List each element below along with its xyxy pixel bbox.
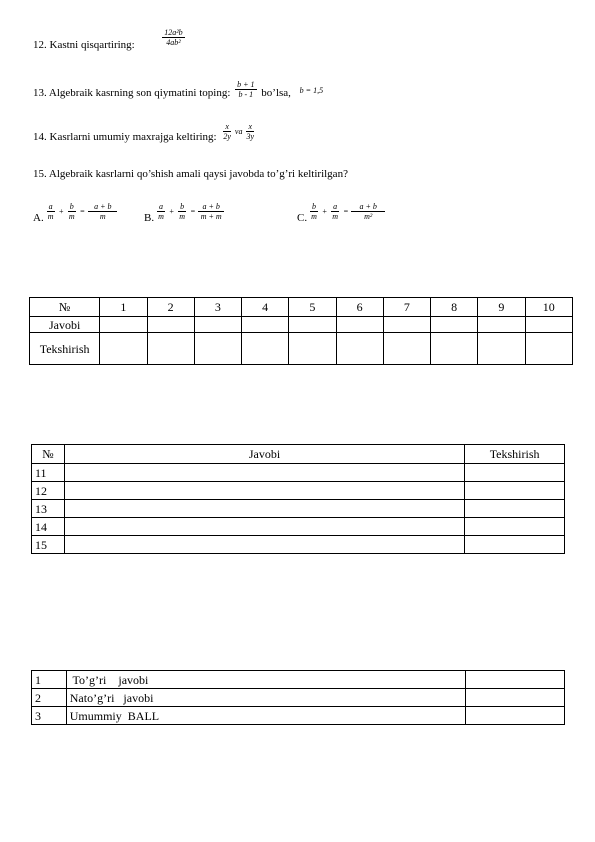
grid-column-header: 9 bbox=[478, 298, 525, 317]
option-c-fraction-1 bbox=[309, 202, 319, 221]
option-a-fraction-2 bbox=[67, 202, 77, 221]
option-b-fraction-2 bbox=[177, 202, 187, 221]
grid-number-header: № bbox=[30, 298, 100, 317]
answer-cell[interactable] bbox=[64, 518, 464, 536]
summary-row-number: 3 bbox=[32, 707, 67, 725]
question-14-fraction-1 bbox=[221, 122, 233, 141]
summary-row-label: To’g’ri javobi bbox=[66, 671, 465, 689]
fraction-denominator: m + m bbox=[200, 211, 222, 221]
option-b-letter: B. bbox=[144, 212, 155, 224]
fraction-denominator: m bbox=[68, 211, 75, 221]
plus-sign: + bbox=[321, 206, 328, 216]
table-header-row bbox=[32, 445, 565, 464]
fraction-numerator: b bbox=[69, 201, 74, 211]
grid-column-header: 3 bbox=[194, 298, 241, 317]
answer-cell[interactable] bbox=[336, 317, 383, 333]
question-14-text: 14. Kasrlarni umumiy maxrajga keltiring: bbox=[33, 131, 217, 144]
equals-sign: = bbox=[79, 206, 86, 216]
summary-value-cell[interactable] bbox=[465, 707, 564, 725]
fraction-numerator: a bbox=[48, 201, 53, 211]
summary-value-cell[interactable] bbox=[465, 671, 564, 689]
check-cell[interactable] bbox=[289, 333, 336, 365]
answer-cell[interactable] bbox=[64, 464, 464, 482]
fraction-denominator: m bbox=[332, 211, 339, 221]
number-header: № bbox=[32, 445, 65, 464]
equals-sign: = bbox=[190, 206, 196, 216]
summary-row bbox=[32, 707, 565, 725]
answer-cell[interactable] bbox=[64, 500, 464, 518]
fraction-denominator: 3y bbox=[246, 132, 255, 141]
answer-cell[interactable] bbox=[64, 536, 464, 554]
row-number: 12 bbox=[32, 482, 65, 500]
fraction-numerator: b bbox=[180, 201, 185, 211]
option-c-result bbox=[351, 202, 384, 221]
check-cell[interactable] bbox=[431, 333, 478, 365]
fraction-denominator: m bbox=[158, 211, 164, 221]
fraction-numerator: b bbox=[311, 201, 316, 211]
question-13 bbox=[33, 80, 324, 103]
fraction-denominator: 2y bbox=[223, 132, 231, 141]
fraction-numerator: a + b bbox=[88, 202, 117, 212]
question-13-condition: b = 1,5 bbox=[299, 86, 324, 96]
check-cell[interactable] bbox=[465, 536, 565, 554]
option-a-result bbox=[88, 202, 117, 221]
summary-row bbox=[32, 689, 565, 707]
grid-check-row bbox=[30, 333, 573, 365]
question-13-fraction bbox=[235, 80, 256, 99]
grid-header-row bbox=[30, 298, 573, 317]
table-row bbox=[32, 482, 565, 500]
question-13-text: 13. Algebraik kasrning son qiymatini toping: bbox=[33, 87, 231, 100]
check-cell[interactable] bbox=[336, 333, 383, 365]
grid-column-header: 5 bbox=[289, 298, 336, 317]
summary-row-label: Nato’g’ri javobi bbox=[66, 689, 465, 707]
question-13-suffix: bo’lsa, bbox=[261, 87, 291, 100]
answer-cell[interactable] bbox=[431, 317, 478, 333]
summary-row-number: 1 bbox=[32, 671, 67, 689]
check-cell[interactable] bbox=[194, 333, 241, 365]
row-number: 11 bbox=[32, 464, 65, 482]
fraction-numerator: a bbox=[333, 201, 338, 211]
plus-sign: + bbox=[168, 206, 175, 216]
check-header: Tekshirish bbox=[465, 445, 565, 464]
table-row bbox=[32, 464, 565, 482]
answer-cell[interactable] bbox=[478, 317, 525, 333]
check-cell[interactable] bbox=[242, 333, 289, 365]
question-14-joiner: va bbox=[234, 127, 243, 137]
table-row bbox=[32, 536, 565, 554]
option-b-fraction-1 bbox=[156, 202, 166, 221]
fraction-denominator: m² bbox=[364, 211, 373, 221]
fraction-denominator: m bbox=[179, 211, 186, 221]
answer-cell[interactable] bbox=[100, 317, 147, 333]
row-number: 15 bbox=[32, 536, 65, 554]
question-14 bbox=[33, 122, 258, 147]
fraction-numerator: x bbox=[225, 122, 229, 131]
fraction-denominator: m bbox=[99, 211, 106, 221]
table-row bbox=[32, 518, 565, 536]
option-a-letter: A. bbox=[33, 212, 44, 224]
option-b[interactable] bbox=[144, 198, 226, 224]
answer-cell[interactable] bbox=[289, 317, 336, 333]
plus-sign: + bbox=[58, 206, 64, 216]
row-number: 14 bbox=[32, 518, 65, 536]
fraction-numerator: a + b bbox=[198, 202, 223, 212]
check-cell[interactable] bbox=[465, 482, 565, 500]
answer-cell[interactable] bbox=[525, 317, 572, 333]
answer-cell[interactable] bbox=[64, 482, 464, 500]
grid-column-header: 6 bbox=[336, 298, 383, 317]
fraction-denominator: m bbox=[311, 211, 317, 221]
check-cell[interactable] bbox=[465, 518, 565, 536]
answers-table-11-15 bbox=[31, 444, 565, 554]
option-c-fraction-2 bbox=[330, 202, 340, 221]
row-number: 13 bbox=[32, 500, 65, 518]
check-cell[interactable] bbox=[465, 500, 565, 518]
answer-header: Javobi bbox=[64, 445, 464, 464]
check-cell[interactable] bbox=[147, 333, 194, 365]
grid-answer-row bbox=[30, 317, 573, 333]
summary-row bbox=[32, 671, 565, 689]
grid-column-header: 2 bbox=[147, 298, 194, 317]
grid-column-header: 7 bbox=[383, 298, 430, 317]
answer-cell[interactable] bbox=[194, 317, 241, 333]
check-cell[interactable] bbox=[465, 464, 565, 482]
fraction-denominator: m bbox=[47, 211, 54, 221]
check-cell[interactable] bbox=[478, 333, 525, 365]
fraction-denominator: 4ab² bbox=[166, 38, 181, 47]
equals-sign: = bbox=[343, 206, 349, 216]
fraction-numerator: a + b bbox=[351, 202, 384, 212]
check-cell[interactable] bbox=[525, 333, 572, 365]
option-b-result bbox=[198, 202, 223, 221]
answer-cell[interactable] bbox=[147, 317, 194, 333]
grid-column-header: 8 bbox=[431, 298, 478, 317]
answer-cell[interactable] bbox=[383, 317, 430, 333]
question-12-fraction bbox=[162, 28, 184, 47]
option-c-letter: C. bbox=[297, 212, 308, 224]
fraction-numerator: b + 1 bbox=[237, 80, 255, 89]
question-15-text: 15. Algebraik kasrlarni qo’shish amali qaysi javobda to’g’ri keltirilgan? bbox=[33, 168, 348, 180]
grid-column-header: 4 bbox=[242, 298, 289, 317]
grid-check-label: Tekshirish bbox=[30, 333, 100, 365]
question-12 bbox=[33, 28, 187, 55]
fraction-numerator: a bbox=[158, 201, 163, 211]
question-14-fraction-2 bbox=[244, 122, 256, 141]
option-c[interactable] bbox=[297, 198, 387, 224]
option-a-fraction-1 bbox=[46, 202, 56, 221]
grid-column-header: 10 bbox=[525, 298, 572, 317]
score-summary-table bbox=[31, 670, 565, 725]
answers-grid-1-10 bbox=[29, 297, 573, 365]
fraction-denominator: b - 1 bbox=[238, 90, 254, 99]
summary-row-label: Umummiy BALL bbox=[66, 707, 465, 725]
table-row bbox=[32, 500, 565, 518]
question-12-text: 12. Kastni qisqartiring: bbox=[33, 39, 135, 52]
grid-column-header: 1 bbox=[100, 298, 147, 317]
check-cell[interactable] bbox=[383, 333, 430, 365]
grid-answer-label: Javobi bbox=[30, 317, 100, 333]
summary-value-cell[interactable] bbox=[465, 689, 564, 707]
option-a[interactable] bbox=[33, 198, 119, 224]
summary-row-number: 2 bbox=[32, 689, 67, 707]
fraction-numerator: x bbox=[248, 122, 253, 131]
answer-cell[interactable] bbox=[242, 317, 289, 333]
fraction-numerator: 12a²b bbox=[164, 28, 183, 37]
check-cell[interactable] bbox=[100, 333, 147, 365]
